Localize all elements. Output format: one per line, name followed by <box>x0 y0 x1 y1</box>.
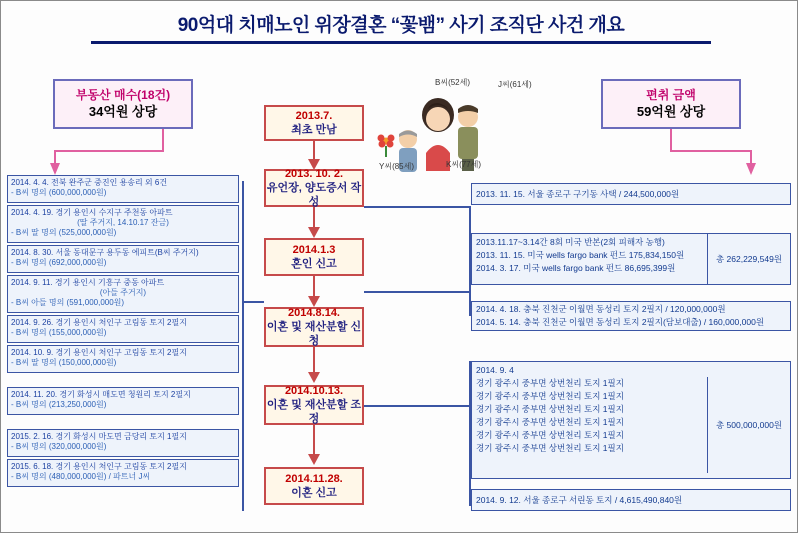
timeline-node-2-label: 유언장, 양도증서 작성 <box>266 182 362 208</box>
timeline-arrow-4 <box>304 347 324 385</box>
right-connector-3 <box>364 405 469 407</box>
timeline-node-1-date: 2013.7. <box>295 110 333 122</box>
person-label-b: B씨(52세) <box>435 78 471 87</box>
left-item-8-line1: 2015. 2. 16. 경기 화성시 마도면 금당리 토지 1필지 <box>11 432 187 441</box>
left-item-1-line2: - B씨 명의 (600,000,000원) <box>11 188 107 197</box>
left-item-8 <box>7 429 239 457</box>
group2014-row-4: 경기 광주시 중부면 상번천리 토지 1필지 <box>476 417 624 427</box>
timeline-node-3-date: 2014.1.3 <box>292 244 336 256</box>
left-summary-box <box>53 79 193 129</box>
fund-row-3: 2014. 3. 17. 미국 wells fargo bank 펀드 86,695,399원 <box>476 263 676 273</box>
land-row-1: 2014. 4. 18. 충북 진천군 이월면 동성리 토지 2필지 / 120,000,000원 <box>476 304 726 314</box>
left-item-7 <box>7 387 239 415</box>
left-item-3 <box>7 245 239 273</box>
title-underline <box>91 41 711 44</box>
page-title: 90억대 치매노인 위장결혼 “꽃뱀” 사기 조직단 사건 개요 <box>177 15 625 36</box>
right-group-land <box>471 301 791 331</box>
left-summary-arrow <box>41 129 211 179</box>
land-row-2: 2014. 5. 14. 충북 진천군 이월면 동성리 토지 2필지(담보대출) / 160,000,000원 <box>476 317 765 327</box>
left-item-2-line2: (딸 주거지, 14.10.17 잔금) <box>77 218 169 227</box>
timeline-node-4-date: 2014.8.14. <box>288 307 340 319</box>
timeline-node-1-label: 최초 만남 <box>291 124 337 136</box>
group2014-sum: 총 500,000,000원 <box>707 377 790 473</box>
left-item-9-line1: 2015. 6. 18. 경기 용인시 처인구 고림동 토지 2필지 <box>11 462 187 471</box>
left-item-4-line1: 2014. 9. 11. 경기 용인시 기흥구 중동 아파트 <box>11 278 165 287</box>
timeline-arrow-2 <box>304 207 324 239</box>
fund-row-2: 2013. 11. 15. 미국 wells fargo bank 펀드 175,834,150원 <box>476 250 685 260</box>
left-item-9-line2: - B씨 명의 (480,000,000원) / 파트너 J씨 <box>11 472 151 481</box>
left-item-9 <box>7 459 239 487</box>
left-spine-connector <box>242 301 264 303</box>
right-item-1 <box>471 183 791 205</box>
left-item-5 <box>7 315 239 343</box>
right-bottom-item <box>471 489 791 511</box>
timeline-arrow-3 <box>304 276 324 308</box>
left-item-5-line2: - B씨 명의 (155,000,000원) <box>11 328 107 337</box>
right-connector-2 <box>364 291 469 293</box>
left-item-8-line2: - B씨 명의 (320,000,000원) <box>11 442 107 451</box>
group2014-row-3: 경기 광주시 중부면 상번천리 토지 1필지 <box>476 404 624 414</box>
left-item-3-line1: 2014. 8. 30. 서울 동대문구 용두동 에피트(B씨 주거지) <box>11 248 199 257</box>
right-group-2014 <box>471 361 791 479</box>
right-summary-box <box>601 79 741 129</box>
timeline-node-5-date: 2014.10.13. <box>284 385 344 397</box>
left-item-4-line2: (아들 주거지) <box>99 288 147 297</box>
timeline-node-2-date: 2013. 10. 2. <box>284 168 344 180</box>
left-item-6-line1: 2014. 10. 9. 경기 용인시 처인구 고림동 토지 2필지 <box>11 348 187 357</box>
right-summary-arrow <box>591 129 771 179</box>
right-summary-title: 편취 금액 <box>646 88 696 102</box>
timeline-arrow-5 <box>304 425 324 467</box>
right-group-fund <box>471 233 791 285</box>
timeline-node-6 <box>264 467 364 505</box>
right-bottom-text: 2014. 9. 12. 서울 종로구 서린동 토지 / 4,615,490,840원 <box>476 494 683 505</box>
left-item-6-line2: - B씨 딸 명의 (150,000,000원) <box>11 358 117 367</box>
right-connector-1 <box>364 206 469 208</box>
timeline-node-6-date: 2014.11.28. <box>285 473 343 485</box>
left-item-6 <box>7 345 239 373</box>
left-item-3-line2: - B씨 명의 (692,000,000원) <box>11 258 107 267</box>
timeline-node-2 <box>264 169 364 207</box>
left-item-2-line1: 2014. 4. 19. 경기 용인시 수지구 주천동 아파트 <box>11 208 173 217</box>
group2014-row-6: 경기 광주시 중부면 상번천리 토지 1필지 <box>476 443 624 453</box>
person-label-j: J씨(61세) <box>498 80 532 89</box>
timeline-node-6-label: 이혼 신고 <box>291 487 337 499</box>
right-item-1-text: 2013. 11. 15. 서울 종로구 구기동 사택 / 244,500,000원 <box>476 188 680 199</box>
group2014-row-1: 경기 광주시 중부면 상번천리 토지 1필지 <box>476 378 624 388</box>
left-item-7-line2: - B씨 명의 (213,250,000원) <box>11 400 107 409</box>
timeline-node-5-label: 이혼 및 재산분할 조정 <box>266 399 362 425</box>
person-label-y: Y씨(85세) <box>379 162 415 171</box>
timeline-node-5 <box>264 385 364 425</box>
left-item-1 <box>7 175 239 203</box>
left-item-7-line1: 2014. 11. 20. 경기 화성시 매도면 청원리 토지 2필지 <box>11 390 191 399</box>
left-item-2 <box>7 205 239 243</box>
group2014-row-5: 경기 광주시 중부면 상번천리 토지 1필지 <box>476 430 624 440</box>
left-item-1-line1: 2014. 4. 4. 전북 완주군 중진인 용송리 외 6건 <box>11 178 168 187</box>
left-item-5-line1: 2014. 9. 26. 경기 용인시 처인구 고림동 토지 2필지 <box>11 318 187 327</box>
left-spine <box>242 181 244 511</box>
fund-row-1: 2013.11.17~3.14간 8회 미국 반본(2회 피해자 농행) <box>476 237 665 247</box>
left-summary-title: 부동산 매수(18건) <box>75 88 171 102</box>
timeline-node-3-label: 혼인 신고 <box>291 258 337 270</box>
timeline-node-4-label: 이혼 및 재산분할 신청 <box>266 321 362 347</box>
group2014-row-2: 경기 광주시 중부면 상번천리 토지 1필지 <box>476 391 624 401</box>
left-item-4-line3: - B씨 아들 명의 (591,000,000원) <box>11 298 125 307</box>
left-item-2-line3: - B씨 딸 명의 (525,000,000원) <box>11 228 117 237</box>
left-summary-sub: 34억원 상당 <box>88 104 158 119</box>
left-item-4 <box>7 275 239 313</box>
timeline-node-3 <box>264 238 364 276</box>
fund-sum: 총 262,229,549원 <box>707 234 790 284</box>
right-summary-sub: 59억원 상당 <box>636 104 706 119</box>
person-label-k: K씨(77세) <box>446 160 482 169</box>
group2014-header: 2014. 9. 4 <box>476 365 514 375</box>
timeline-node-4 <box>264 307 364 347</box>
timeline-node-1 <box>264 105 364 141</box>
